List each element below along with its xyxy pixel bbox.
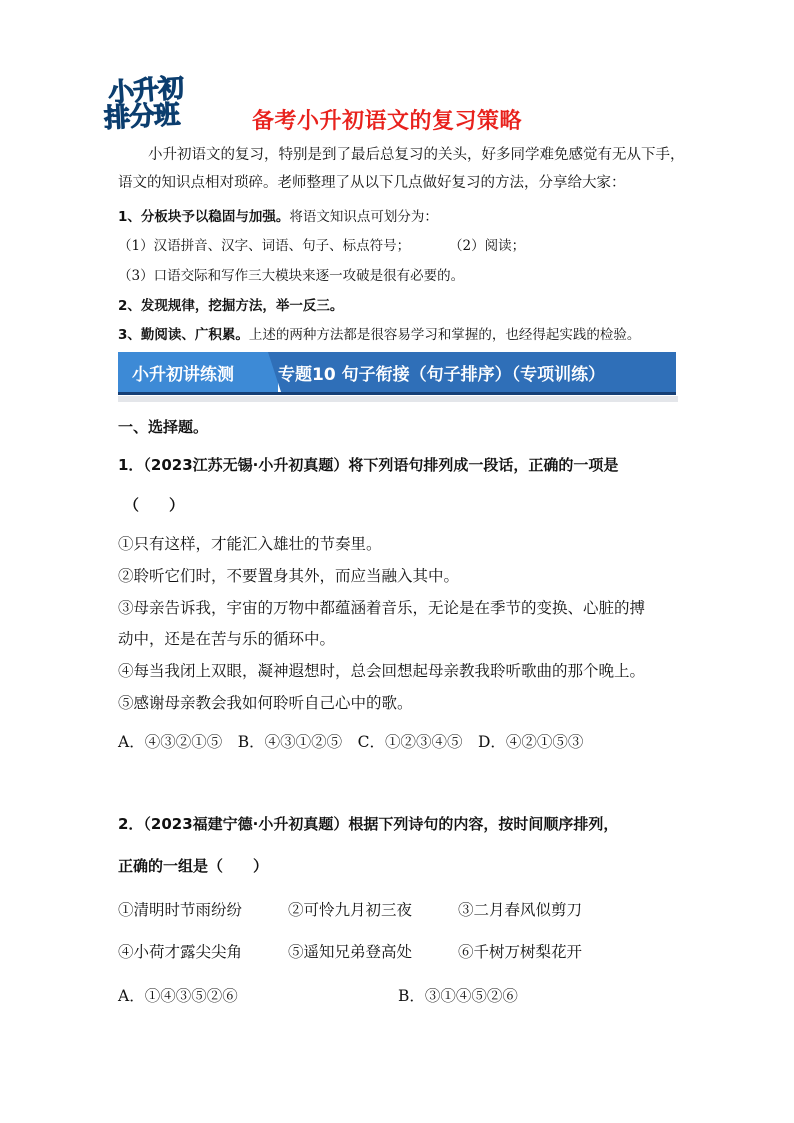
intro-para-1: 小升初语文的复习，特别是到了最后总复习的关头，好多同学难免感觉有无从下手，	[148, 147, 685, 163]
q1-sentence-2: ②聆听它们时，不要置身其外，而应当融入其中。	[118, 567, 460, 585]
q2-option-a: A．①④③⑤②⑥	[118, 987, 238, 1005]
page-title: 备考小升初语文的复习策略	[252, 109, 523, 134]
banner-left-label: 小升初讲练测	[132, 365, 234, 385]
intro-para-2: 语文的知识点相对琐碎。老师整理了从以下几点做好复习的方法，分享给大家：	[118, 175, 626, 191]
tip-3-heading: 3、勤阅读、广积累。	[118, 327, 249, 343]
section-heading: 一、选择题。	[118, 418, 209, 436]
banner-topic-label: 专题10 句子衔接（句子排序）（专项训练）	[278, 365, 606, 385]
tip-1-b: （2）阅读；	[449, 238, 526, 254]
q2-stem: 2．（2023福建宁德·小升初真题）根据下列诗句的内容，按时间顺序排列，	[118, 815, 619, 833]
topic-banner	[118, 352, 678, 400]
tip-1-heading: 1、分板块予以稳固与加强。	[118, 209, 290, 225]
q1-options: A．④③②①⑤ B．④③①②⑤ C．①②③④⑤ D．④②①⑤③	[118, 733, 584, 751]
tip-1-c: （3）口语交际和写作三大模块来逐一攻破是很有必要的。	[118, 268, 465, 284]
q2-item-4: ④小荷才露尖尖角	[118, 943, 243, 961]
q2-stem-2: 正确的一组是（ ）	[118, 857, 269, 875]
q1-sentence-1: ①只有这样，才能汇入雄壮的节奏里。	[118, 535, 382, 553]
q2-item-5: ⑤遥知兄弟登高处	[288, 943, 413, 961]
banner-shadow	[118, 396, 678, 402]
logo	[103, 70, 212, 134]
tip-1-text: 将语文知识点可划分为：	[289, 209, 438, 225]
tip-1-a: （1）汉语拼音、汉字、词语、句子、标点符号；	[118, 238, 411, 254]
q1-sentence-5: ⑤感谢母亲教会我如何聆听自己心中的歌。	[118, 694, 413, 712]
tip-3	[118, 323, 640, 343]
q2-item-2: ②可怜九月初三夜	[288, 901, 413, 919]
q1-answer-blank: （ ）	[124, 496, 185, 514]
logo-line-1: 小升初	[107, 73, 185, 109]
logo-line-2: 排分班	[103, 100, 180, 134]
q2-option-b: B．③①④⑤②⑥	[398, 987, 518, 1005]
tip-1	[118, 205, 438, 225]
q2-item-1: ①清明时节雨纷纷	[118, 901, 243, 919]
q1-stem: 1．（2023江苏无锡·小升初真题）将下列语句排列成一段话，正确的一项是	[118, 456, 619, 474]
tip-2: 2、发现规律，挖掘方法，举一反三。	[118, 298, 344, 314]
q1-sentence-3b: 动中，还是在苦与乐的循环中。	[118, 630, 336, 648]
tip-3-text: 上述的两种方法都是很容易学习和掌握的，也经得起实践的检验。	[248, 327, 641, 343]
q1-sentence-3a: ③母亲告诉我，宇宙的万物中都蕴涵着音乐，无论是在季节的变换、心脏的搏	[118, 599, 646, 617]
q2-item-3: ③二月春风似剪刀	[458, 901, 583, 919]
q1-sentence-4: ④每当我闭上双眼，凝神遐想时，总会回想起母亲教我聆听歌曲的那个晚上。	[118, 662, 646, 680]
q2-item-6: ⑥千树万树梨花开	[458, 943, 583, 961]
